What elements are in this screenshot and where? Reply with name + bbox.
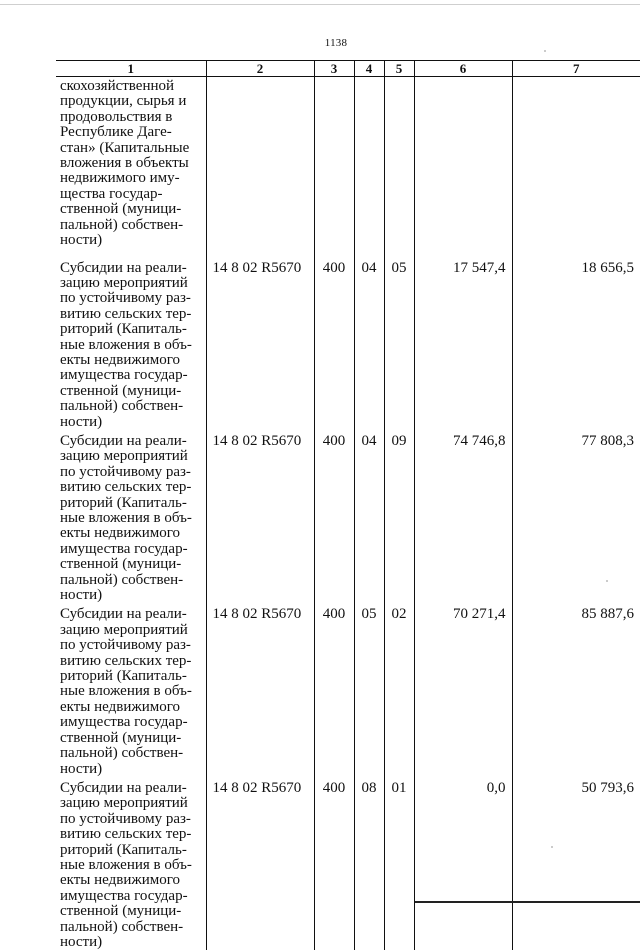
row-col3 — [315, 77, 354, 79]
page-number: 1138 — [0, 37, 640, 49]
row-col3: 400 — [315, 777, 354, 796]
row-col7: 50 793,6 — [513, 777, 640, 796]
row-col6 — [415, 77, 512, 79]
row-col7: 18 656,5 — [513, 257, 640, 276]
column-header: 2 — [206, 61, 314, 77]
row-code — [207, 77, 314, 79]
table-row — [56, 603, 640, 776]
table-row — [56, 257, 640, 430]
row-col5 — [385, 77, 414, 79]
row-col5: 09 — [385, 430, 414, 449]
row-col5: 05 — [385, 257, 414, 276]
row-col5: 01 — [385, 777, 414, 796]
row-name: Субсидии на реали- зацию мероприятий по устойчивому раз- витию сельских тер- риторий (Капиталь- ные вложения в объ- екты недвижимого имущества государ- ственной (муници- пальной) собствен- ности) — [56, 257, 206, 430]
row-col3: 400 — [315, 430, 354, 449]
row-col6: 0,0 — [415, 777, 512, 796]
row-col6: 74 746,8 — [415, 430, 512, 449]
row-col4: 04 — [355, 257, 384, 276]
row-col4: 05 — [355, 603, 384, 622]
row-col4: 08 — [355, 777, 384, 796]
table-header-row — [56, 61, 640, 77]
column-header: 4 — [354, 61, 384, 77]
table-row — [56, 430, 640, 603]
row-col7 — [513, 77, 640, 79]
column-header: 7 — [512, 61, 640, 77]
row-col6: 17 547,4 — [415, 257, 512, 276]
row-col4: 04 — [355, 430, 384, 449]
top-edge-line — [0, 4, 640, 5]
table-row — [56, 777, 640, 950]
row-col3: 400 — [315, 257, 354, 276]
row-code: 14 8 02 R5670 — [207, 430, 314, 449]
row-code: 14 8 02 R5670 — [207, 257, 314, 276]
row-code: 14 8 02 R5670 — [207, 603, 314, 622]
row-col7: 77 808,3 — [513, 430, 640, 449]
row-col5: 02 — [385, 603, 414, 622]
column-header: 5 — [384, 61, 414, 77]
row-col7: 85 887,6 — [513, 603, 640, 622]
row-col4 — [355, 77, 384, 79]
row-name: Субсидии на реали- зацию мероприятий по устойчивому раз- витию сельских тер- риторий (Капиталь- ные вложения в объ- екты недвижимого имущества государ- ственной (муници- пальной) собствен- ности) — [56, 777, 206, 950]
row-name: скохозяйственной продукции, сырья и продовольствия в Республике Даге- стан» (Капитальные вложения в объекты недвижимого иму- щества государ- ственной (муници- пальной) собствен- ности) — [56, 77, 206, 248]
scan-speck — [544, 50, 546, 52]
row-col6: 70 271,4 — [415, 603, 512, 622]
budget-table — [56, 60, 640, 950]
bottom-edge-line — [415, 901, 640, 903]
row-code: 14 8 02 R5670 — [207, 777, 314, 796]
row-name: Субсидии на реали- зацию мероприятий по устойчивому раз- витию сельских тер- риторий (Капиталь- ные вложения в объ- екты недвижимого имущества государ- ственной (муници- пальной) собствен- ности) — [56, 603, 206, 776]
column-header: 3 — [314, 61, 354, 77]
column-header: 1 — [56, 61, 206, 77]
row-name: Субсидии на реали- зацию мероприятий по устойчивому раз- витию сельских тер- риторий (Капиталь- ные вложения в объ- екты недвижимого имущества государ- ственной (муници- пальной) собствен- ности) — [56, 430, 206, 603]
column-header: 6 — [414, 61, 512, 77]
table-row — [56, 77, 640, 257]
row-col3: 400 — [315, 603, 354, 622]
